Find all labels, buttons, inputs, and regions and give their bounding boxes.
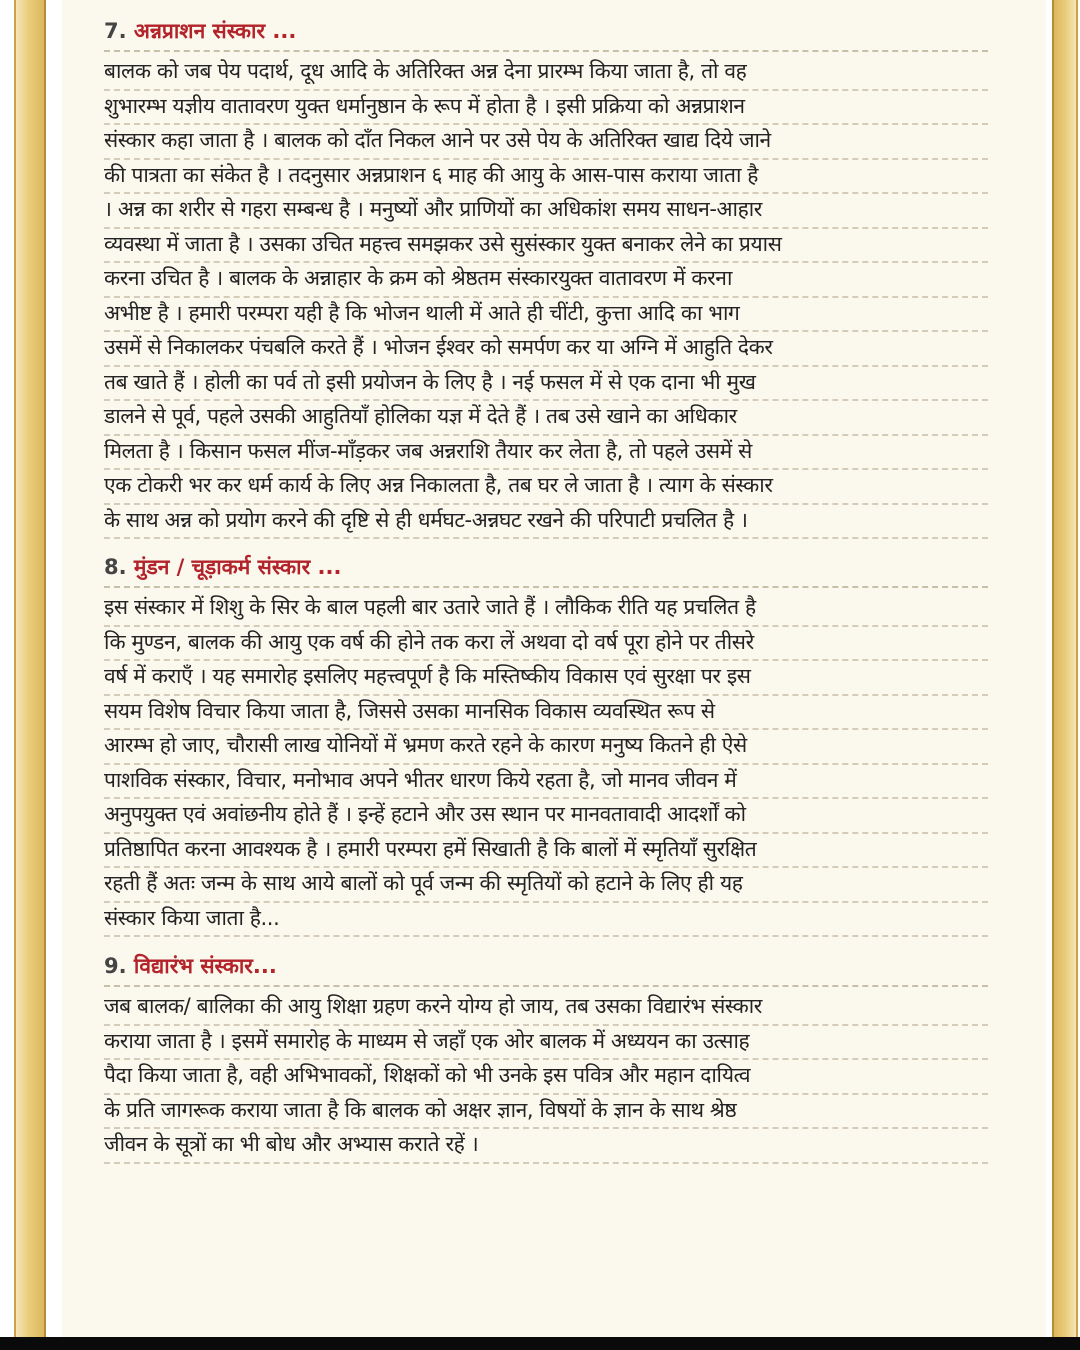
text-line: व्यवस्था में जाता है । उसका उचित महत्त्व समझकर उसे सुसंस्कार युक्त बनाकर लेने का प्रयास (104, 229, 988, 264)
text-line: पाशविक संस्कार, विचार, मनोभाव अपने भीतर धारण किये रहता है, जो मानव जीवन में (104, 765, 988, 800)
section-title: विद्यारंभ संस्कार... (133, 954, 277, 978)
text-line: बालक को जब पेय पदार्थ, दूध आदि के अतिरिक्त अन्न देना प्रारम्भ किया जाता है, तो वह (104, 56, 988, 91)
text-line: संस्कार किया जाता है... (104, 903, 988, 938)
text-line: की पात्रता का संकेत है । तदनुसार अन्नप्राशन ६ माह की आयु के आस-पास कराया जाता है (104, 160, 988, 195)
text-line: शुभारम्भ यज्ञीय वातावरण युक्त धर्मानुष्ठान के रूप में होता है । इसी प्रक्रिया को अन्नप्राशन (104, 91, 988, 126)
section-title: अन्नप्राशन संस्कार ... (133, 19, 297, 43)
left-border-ornament (0, 0, 62, 1337)
section-heading (104, 550, 988, 584)
section-vidyarambh (104, 949, 988, 1164)
section-body (104, 592, 988, 937)
text-line: जब बालक/ बालिका की आयु शिक्षा ग्रहण करने योग्य हो जाय, तब उसका विद्यारंभ संस्कार (104, 991, 988, 1026)
section-number: 7. (104, 19, 127, 43)
bottom-edge-bar (0, 1337, 1080, 1350)
text-line: पैदा किया जाता है, वही अभिभावकों, शिक्षकों को भी उनके इस पवित्र और महान दायित्व (104, 1060, 988, 1095)
text-line: डालने से पूर्व, पहले उसकी आहुतियाँ होलिका यज्ञ में देते हैं । तब उसे खाने का अधिकार (104, 401, 988, 436)
text-line: एक टोकरी भर कर धर्म कार्य के लिए अन्न निकालता है, तब घर ले जाता है । त्याग के संस्कार (104, 470, 988, 505)
heading-rule (104, 586, 988, 588)
document-content (104, 14, 988, 1164)
text-line: संस्कार कहा जाता है । बालक को दाँत निकल आने पर उसे पेय के अतिरिक्त खाद्य दिये जाने (104, 125, 988, 160)
text-line: करना उचित है । बालक के अन्नाहार के क्रम को श्रेष्ठतम संस्कारयुक्त वातावरण में करना (104, 263, 988, 298)
text-line: । अन्न का शरीर से गहरा सम्बन्ध है । मनुष्यों और प्राणियों का अधिकांश समय साधन-आहार (104, 194, 988, 229)
text-line: कि मुण्डन, बालक की आयु एक वर्ष की होने तक करा लें अथवा दो वर्ष पूरा होने पर तीसरे (104, 627, 988, 662)
section-title: मुंडन / चूड़ाकर्म संस्कार ... (133, 555, 342, 579)
text-line: अनुपयुक्त एवं अवांछनीय होते हैं । इन्हें हटाने और उस स्थान पर मानवतावादी आदर्शों को (104, 799, 988, 834)
text-line: के प्रति जागरूक कराया जाता है कि बालक को अक्षर ज्ञान, विषयों के ज्ञान के साथ श्रेष्ठ (104, 1095, 988, 1130)
text-line: उसमें से निकालकर पंचबलि करते हैं । भोजन ईश्वर को समर्पण कर या अग्नि में आहुति देकर (104, 332, 988, 367)
text-line: तब खाते हैं । होली का पर्व तो इसी प्रयोजन के लिए है । नई फसल में से एक दाना भी मुख (104, 367, 988, 402)
text-line: वर्ष में कराएँ । यह समारोह इसलिए महत्त्वपूर्ण है कि मस्तिष्कीय विकास एवं सुरक्षा पर इस (104, 661, 988, 696)
text-line: रहती हैं अतः जन्म के साथ आये बालों को पूर्व जन्म की स्मृतियों को हटाने के लिए ही यह (104, 868, 988, 903)
heading-rule (104, 50, 988, 52)
text-line: सयम विशेष विचार किया जाता है, जिससे उसका मानसिक विकास व्यवस्थित रूप से (104, 696, 988, 731)
text-line: आरम्भ हो जाए, चौरासी लाख योनियों में भ्रमण करते रहने के कारण मनुष्य कितने ही ऐसे (104, 730, 988, 765)
text-line: कराया जाता है । इसमें समारोह के माध्यम से जहाँ एक ओर बालक में अध्ययन का उत्साह (104, 1026, 988, 1061)
section-heading (104, 14, 988, 48)
section-annaprashan (104, 14, 988, 539)
text-line: मिलता है । किसान फसल मींज-माँड़कर जब अन्नराशि तैयार कर लेता है, तो पहले उसमें से (104, 436, 988, 471)
text-line: अभीष्ट है । हमारी परम्परा यही है कि भोजन थाली में आते ही चींटी, कुत्ता आदि का भाग (104, 298, 988, 333)
section-heading (104, 949, 988, 983)
text-line: के साथ अन्न को प्रयोग करने की दृष्टि से ही धर्मघट-अन्नघट रखने की परिपाटी प्रचलित है । (104, 505, 988, 540)
right-border-ornament (1046, 0, 1080, 1337)
heading-rule (104, 985, 988, 987)
section-body (104, 56, 988, 539)
text-line: जीवन के सूत्रों का भी बोध और अभ्यास कराते रहें । (104, 1129, 988, 1164)
text-line: इस संस्कार में शिशु के सिर के बाल पहली बार उतारे जाते हैं । लौकिक रीति यह प्रचलित है (104, 592, 988, 627)
text-line: प्रतिष्ठापित करना आवश्यक है । हमारी परम्परा हमें सिखाती है कि बालों में स्मृतियाँ सुरक्षित (104, 834, 988, 869)
section-number: 9. (104, 954, 127, 978)
section-number: 8. (104, 555, 127, 579)
section-mundan (104, 550, 988, 937)
section-body (104, 991, 988, 1164)
